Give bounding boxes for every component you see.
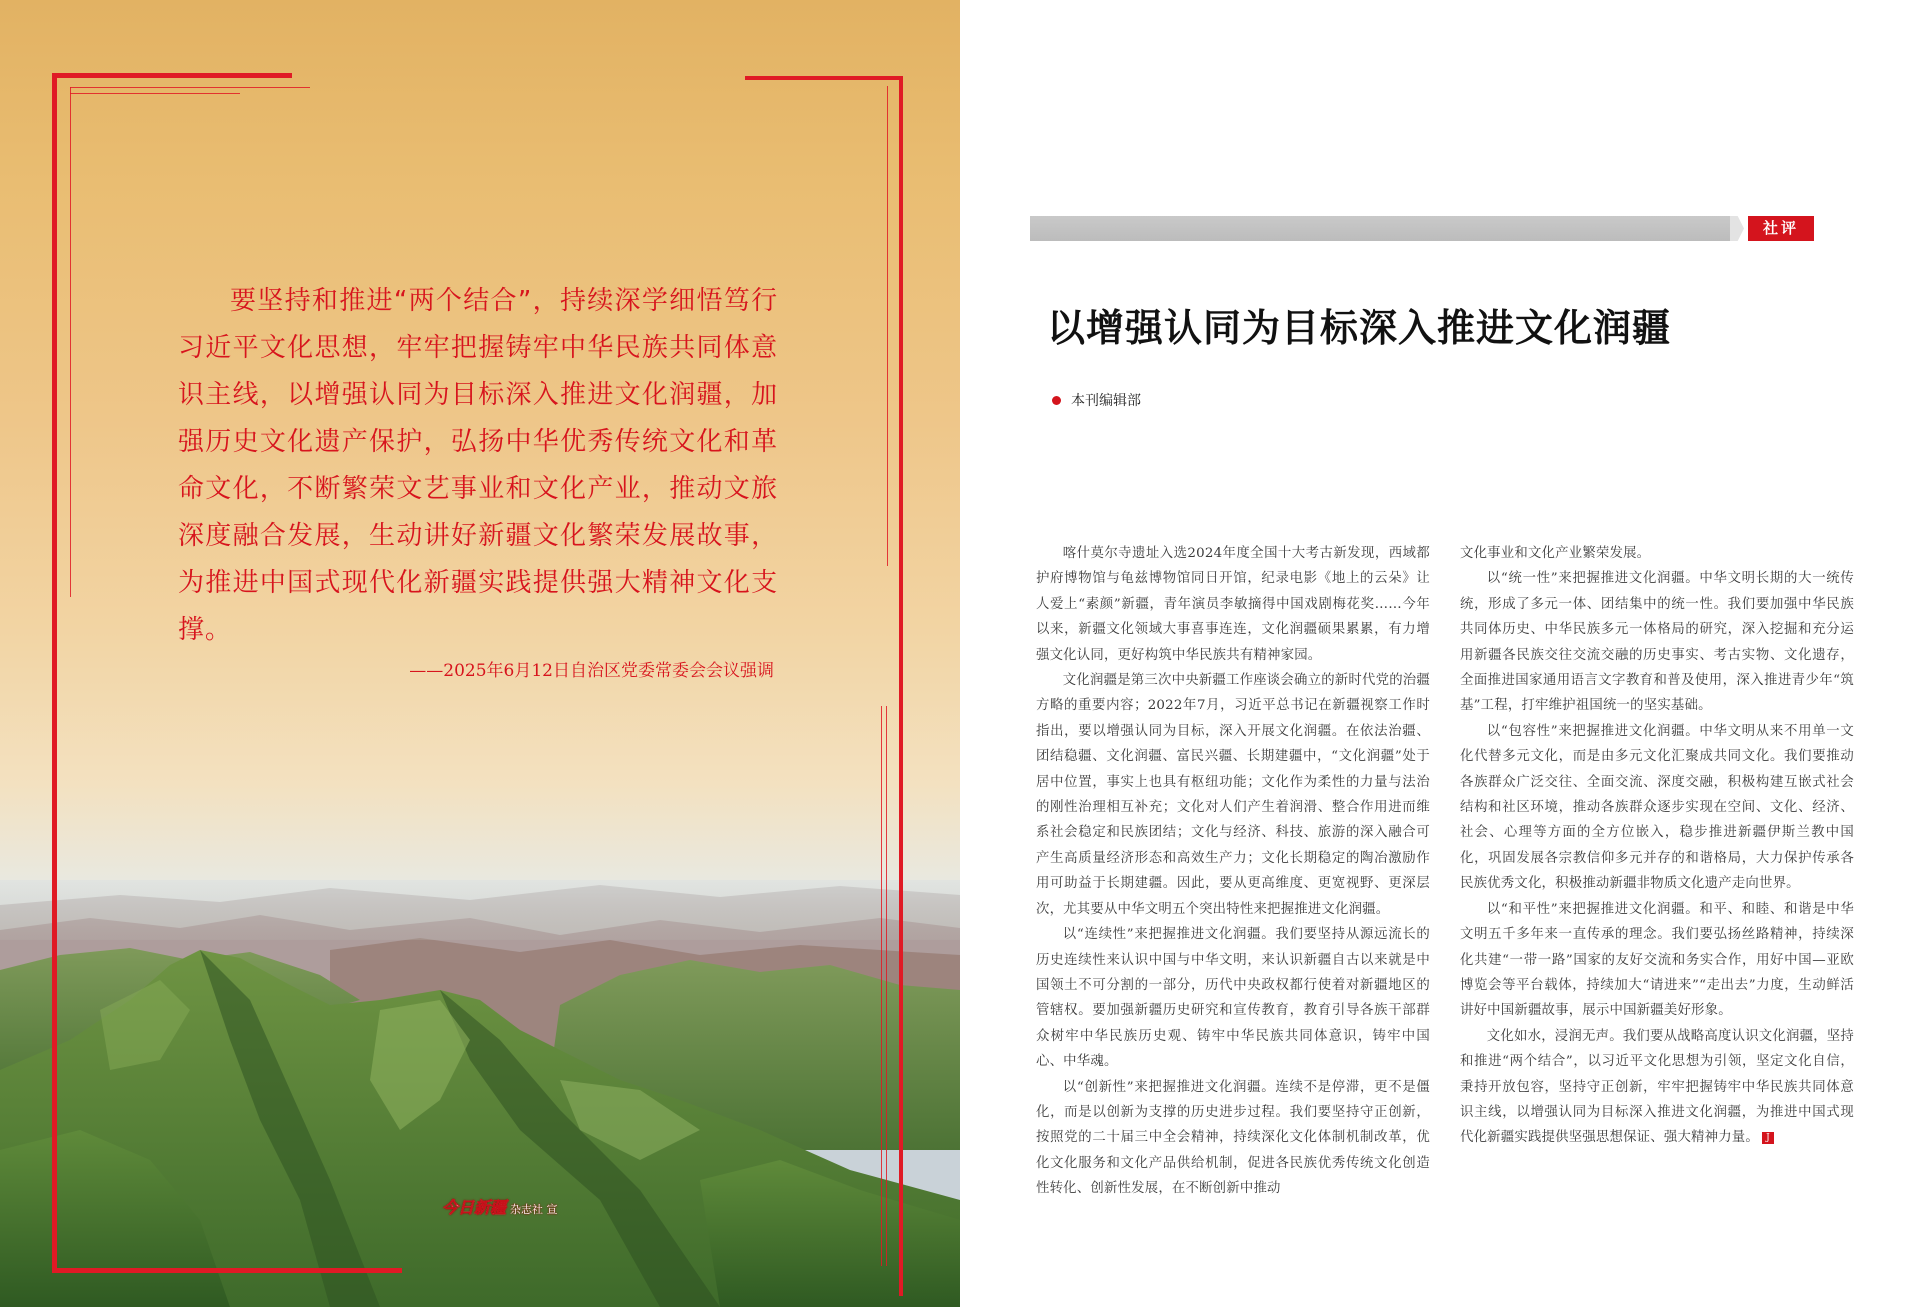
- end-mark-icon: J: [1762, 1132, 1774, 1144]
- quote-source: ——2025年6月12日自治区党委常委会会议强调: [409, 661, 774, 681]
- paragraph: 喀什莫尔寺遗址入选2024年度全国十大考古新发现，西域都护府博物馆与龟兹博物馆同日开馆，纪录电影《地上的云朵》让人爱上“素颜”新疆，青年演员李敏摘得中国戏剧梅花奖……今年以来，新疆文化领域大事喜事连连，文化润疆硕果累累，有力增强文化认同，更好构筑中华民族共有精神家园。: [1036, 546, 1430, 663]
- frame-bottom-left-horizontal: [52, 1268, 402, 1273]
- frame-top-right-horizontal: [745, 76, 903, 80]
- publisher-logo-subtitle: 杂志社 宣: [510, 1203, 558, 1216]
- frame-inner-vertical-right: [887, 86, 888, 566]
- frame-top-left-horizontal: [52, 73, 292, 78]
- article-column-left: [1036, 541, 1430, 1202]
- paragraph: 以“和平性”来把握推进文化润疆。和平、和睦、和谐是中华文明五千多年来一直传承的理念。我们要弘扬丝路精神，持续深化共建“一带一路”国家的友好交流和务实合作，用好中国—亚欧博览会等平台载体，持续加大“请进来”“走出去”力度，生动鲜活讲好中国新疆故事，展示中国新疆美好形象。: [1460, 901, 1854, 1019]
- paragraph-last-text: 文化如水，浸润无声。我们要从战略高度认识文化润疆，坚持和推进“两个结合”，以习近平文化思想为引领，坚定文化自信，秉持开放包容，坚持守正创新，牢牢把握铸牢中华民族共同体意识主线，以增强认同为目标深入推进文化润疆，为推进中国式现代化新疆实践提供坚强思想保证、强大精神力量。: [1460, 1028, 1854, 1146]
- frame-right-vertical: [899, 76, 903, 1296]
- paragraph: 以“连续性”来把握推进文化润疆。我们要坚持从源远流长的历史连续性来认识中国与中华文明，来认识新疆自古以来就是中国领土不可分割的一部分，历代中央政权都行使着对新疆地区的管辖权。要加强新疆历史研究和宣传教育，教育引导各族干部群众树牢中华民族历史观、铸牢中华民族共同体意识，铸牢中国心、中华魂。: [1036, 927, 1430, 1070]
- paragraph: 以“包容性”来把握推进文化润疆。中华文明从来不用单一文化代替多元文化，而是由多元文化汇聚成共同文化。我们要推动各族群众广泛交往、全面交流、深度交融，积极构建互嵌式社会结构和社区环境，推动各族群众逐步实现在空间、文化、经济、社会、心理等方面的全方位嵌入，稳步推进新疆伊斯兰教中国化，巩固发展各宗教信仰多元并存的和谐格局，大力保护传承各民族优秀文化，积极推动新疆非物质文化遗产走向世界。: [1460, 723, 1854, 892]
- frame-inner-horizontal-top2: [70, 93, 240, 94]
- quote-text: 要坚持和推进“两个结合”，持续深学细悟笃行习近平文化思想，牢牢把握铸牢中华民族共同体意识主线，以增强认同为目标深入推进文化润疆，加强历史文化遗产保护，弘扬中华优秀传统文化和革命文化，不断繁荣文艺事业和文化产业，推动文旅深度融合发展，生动讲好新疆文化繁荣发展故事，为推进中国式现代化新疆实践提供强大精神文化支撑。: [178, 286, 778, 645]
- frame-inner-horizontal-top: [70, 87, 310, 88]
- right-page: [960, 0, 1920, 1307]
- section-header-fold: [1730, 216, 1744, 241]
- paragraph: 以“统一性”来把握推进文化润疆。中华文明长期的大一统传统，形成了多元一体、团结集中的统一性。我们要加强中华民族共同体历史、中华民族多元一体格局的研究，深入挖掘和充分运用新疆各民族交往交流交融的历史事实、考古实物、文化遗存，全面推进国家通用语言文字教育和普及使用，深入推进青少年“筑基”工程，打牢维护祖国统一的坚实基础。: [1460, 571, 1854, 714]
- paragraph: 文化事业和文化产业繁荣发展。: [1460, 546, 1651, 561]
- section-header-bar: [1030, 216, 1730, 241]
- frame-inner-vertical-left: [70, 87, 71, 597]
- paragraph: 文化润疆是第三次中央新疆工作座谈会确立的新时代党的治疆方略的重要内容；2022年7月，习近平总书记在新疆视察工作时指出，要以增强认同为目标，深入开展文化润疆。在依法治疆、团结稳疆、文化润疆、富民兴疆、长期建疆中，“文化润疆”处于居中位置，事实上也具有枢纽功能；文化作为柔性的力量与法治的刚性治理相互补充；文化对人们产生着润滑、整合作用进而维系社会稳定和民族团结；文化与经济、科技、旅游的深入融合可产生高质量经济形态和高效生产力；文化长期稳定的陶冶激励作用可助益于长期建疆。因此，要从更高维度、更宽视野、更深层次，尤其要从中华文明五个突出特性来把握推进文化润疆。: [1036, 673, 1430, 917]
- publisher-logo-name: 今日新疆: [442, 1198, 507, 1217]
- frame-inner-vertical-right3: [886, 706, 887, 1266]
- publisher-logo: [442, 1195, 558, 1218]
- frame-inner-vertical-right2: [881, 706, 882, 1266]
- paragraph: 以“创新性”来把握推进文化润疆。连续不是停滞，更不是僵化，而是以创新为支撑的历史进步过程。我们要坚持守正创新，按照党的二十届三中全会精神，持续深化文化体制机制改革，优化文化服务和文化产品供给机制，促进各民族优秀传统文化创造性转化、创新性发展，在不断创新中推动: [1036, 1079, 1430, 1197]
- byline-bullet-icon: [1052, 396, 1061, 405]
- paragraph-last: [1460, 1024, 1854, 1151]
- article-column-right: [1460, 541, 1854, 1151]
- section-tag: 社评: [1748, 216, 1814, 241]
- article-title: 以增强认同为目标深入推进文化润疆: [1047, 306, 1672, 350]
- byline: [1052, 390, 1141, 410]
- byline-author: 本刊编辑部: [1071, 393, 1141, 409]
- frame-left-vertical: [52, 73, 57, 1273]
